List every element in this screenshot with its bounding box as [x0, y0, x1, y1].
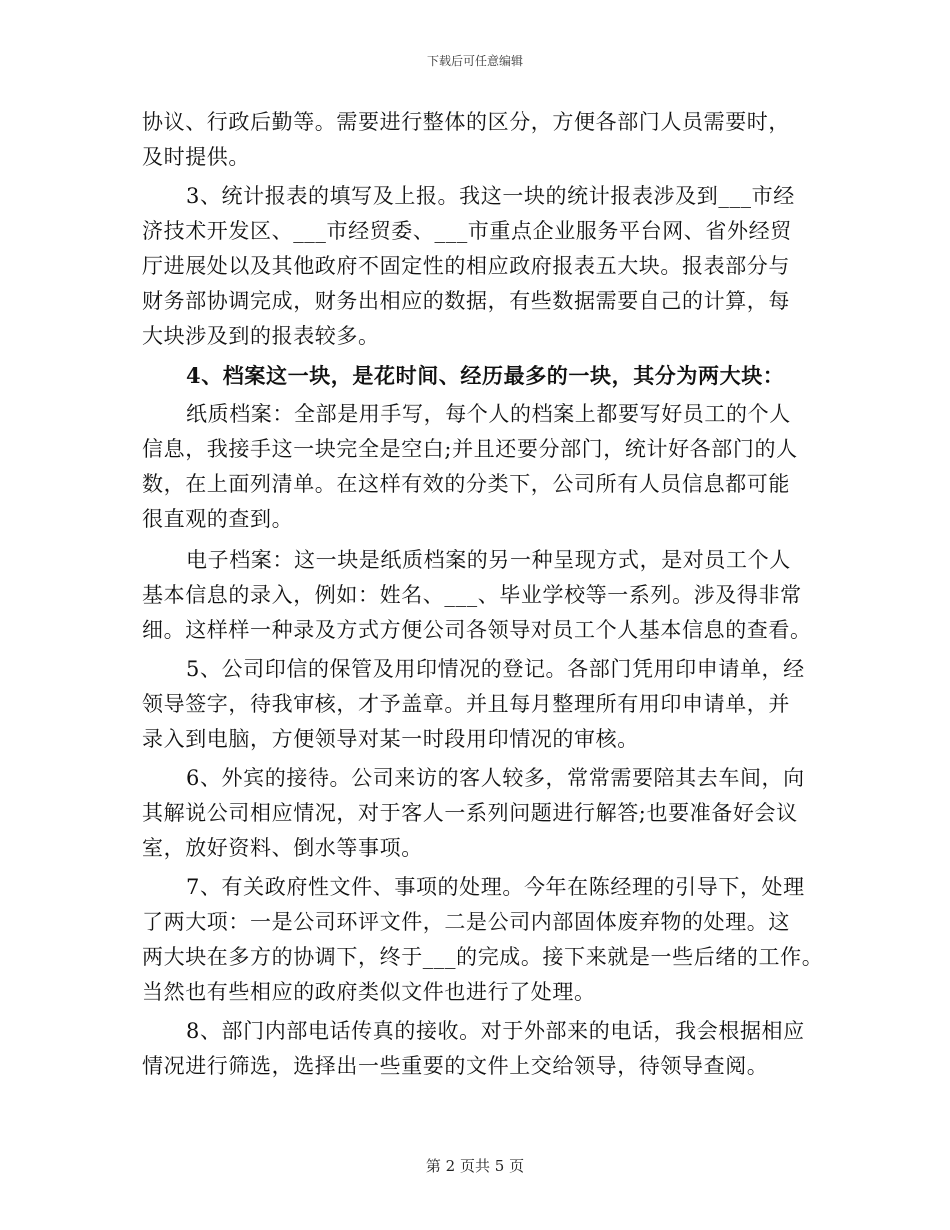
text-line: 信息，我接手这一块完全是空白;并且还要分部门，统计好各部门的人: [142, 437, 798, 461]
paragraph-item-5: [142, 652, 822, 757]
text-line: 财务部协调完成，财务出相应的数据，有些数据需要自己的计算，每: [142, 289, 790, 313]
text-line: 大块涉及到的报表较多。: [142, 324, 380, 348]
text-line: 5、公司印信的保管及用印情况的登记。各部门凭用印申请单，经: [186, 657, 805, 681]
page-header: 下载后可任意编辑: [426, 54, 523, 68]
paragraph-item-8: [142, 1014, 822, 1084]
text-line: 当然也有些相应的政府类似文件也进行了处理。: [142, 980, 596, 1004]
paragraph-item-4-heading: [142, 358, 822, 393]
paragraph-item-6: [142, 761, 822, 866]
text-line: 其解说公司相应情况，对于客人一系列问题进行解答;也要准备好会议: [142, 801, 798, 825]
text-line: 数，在上面列清单。在这样有效的分类下，公司所有人员信息都可能: [142, 472, 790, 496]
text-line: 很直观的查到。: [142, 507, 294, 531]
section-heading: 4、档案这一块，是花时间、经历最多的一块，其分为两大块：: [186, 363, 785, 388]
text-line: 了两大项：一是公司环评文件，二是公司内部固体废弃物的处理。这: [142, 910, 790, 934]
text-line: 8、部门内部电话传真的接收。对于外部来的电话，我会根据相应: [186, 1019, 805, 1043]
text-line: 电子档案：这一块是纸质档案的另一种呈现方式，是对员工个人: [186, 548, 791, 572]
text-line: 济技术开发区、___市经贸委、___市重点企业服务平台网、省外经贸: [142, 219, 792, 243]
text-line: 领导签字，待我审核，才予盖章。并且每月整理所有用印申请单，并: [142, 692, 790, 716]
page-number: 第 2 页共 5 页: [425, 1157, 525, 1175]
text-line: 厅进展处以及其他政府不固定性的相应政府报表五大块。报表部分与: [142, 254, 790, 278]
text-line: 录入到电脑，方便领导对某一时段用印情况的审核。: [142, 727, 639, 751]
paragraph-electronic-archive: [142, 543, 822, 648]
text-line: 细。这样样一种录及方式方便公司各领导对员工个人基本信息的查看。: [142, 618, 812, 642]
paragraph-continued: [142, 105, 822, 175]
text-line: 及时提供。: [142, 145, 250, 169]
text-line: 纸质档案：全部是用手写，每个人的档案上都要写好员工的个人: [186, 402, 791, 426]
text-line: 7、有关政府性文件、事项的处理。今年在陈经理的引导下，处理: [186, 875, 805, 899]
text-line: 基本信息的录入，例如：姓名、___、毕业学校等一系列。涉及得非常: [142, 583, 802, 607]
paragraph-paper-archive: [142, 397, 822, 537]
text-line: 两大块在多方的协调下，终于___的完成。接下来就是一些后绪的工作。: [142, 945, 824, 969]
text-line: 3、统计报表的填写及上报。我这一块的统计报表涉及到___市经: [186, 184, 795, 208]
text-line: 情况进行筛选，选择出一些重要的文件上交给领导，待领导查阅。: [142, 1054, 769, 1078]
text-line: 协议、行政后勤等。需要进行整体的区分，方便各部门人员需要时，: [142, 110, 790, 134]
text-line: 6、外宾的接待。公司来访的客人较多，常常需要陪其去车间，向: [186, 766, 805, 790]
paragraph-item-7: [142, 870, 822, 1010]
document-body: [142, 105, 822, 1088]
text-line: 室，放好资料、倒水等事项。: [142, 836, 423, 860]
paragraph-item-3: [142, 179, 822, 354]
